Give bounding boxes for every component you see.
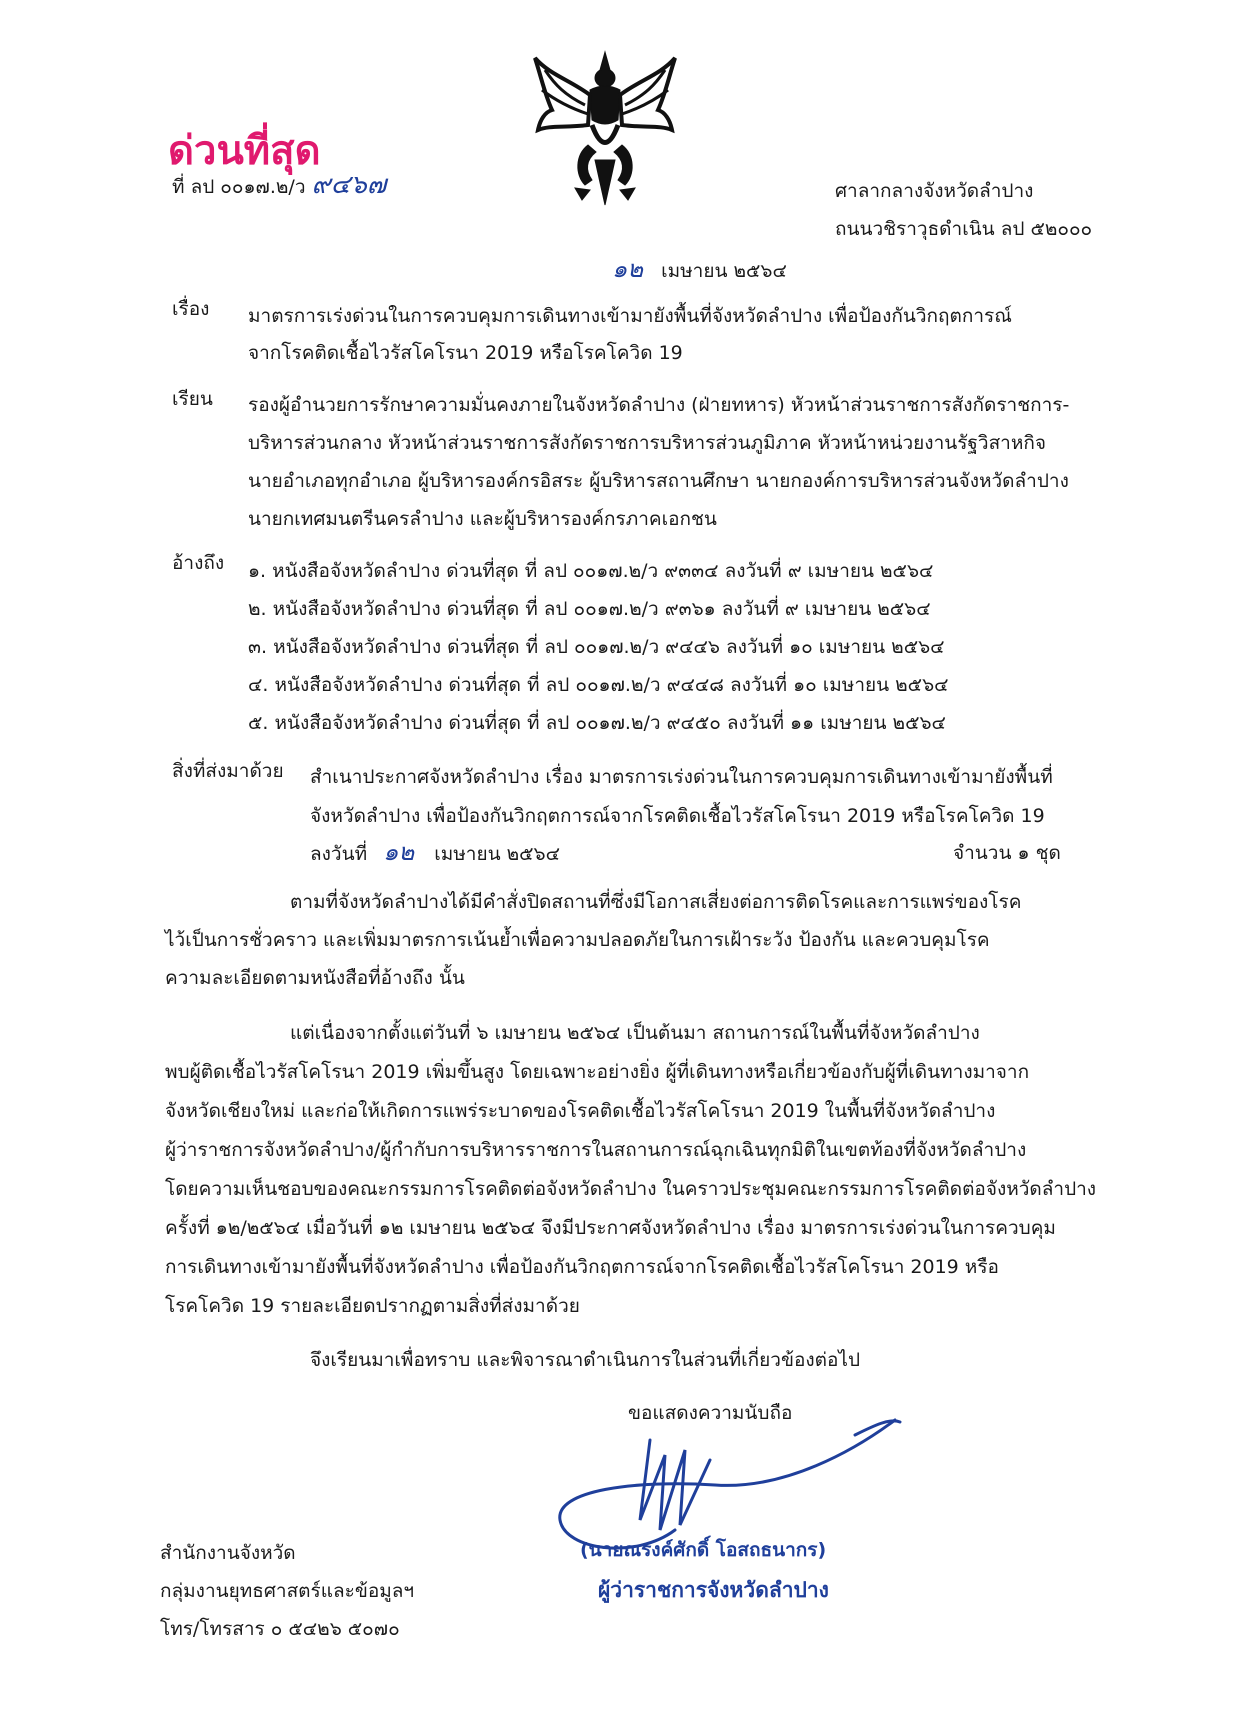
footer-office: สำนักงานจังหวัด xyxy=(160,1542,296,1564)
enclosure-date-month-year: เมษายน ๒๕๖๔ xyxy=(434,843,560,865)
closing-salutation: ขอแสดงความนับถือ xyxy=(628,1402,793,1424)
enclosure-label: สิ่งที่ส่งมาด้วย xyxy=(172,760,284,782)
signatory-name: (นายณรงค์ศักดิ์ โอสถธนากร) xyxy=(580,1539,827,1561)
enclosure-date-day: ๑๒ xyxy=(383,838,415,866)
body-paragraph-line: ตามที่จังหวัดลำปางได้มีคำสั่งปิดสถานที่ซึ่งมีโอกาสเสี่ยงต่อการติดโรคและการแพร่ของโรค xyxy=(290,891,1022,913)
reference-item: ๑. หนังสือจังหวัดลำปาง ด่วนที่สุด ที่ ลป ๐๐๑๗.๒/ว ๙๓๓๔ ลงวันที่ ๙ เมษายน ๒๕๖๔ xyxy=(248,560,934,582)
office-name: ศาลากลางจังหวัดลำปาง xyxy=(835,180,1034,202)
document-number-handwritten: ๙๔๖๗ xyxy=(311,170,387,200)
recipient-line: นายกเทศมนตรีนครลำปาง และผู้บริหารองค์กรภาคเอกชน xyxy=(248,508,717,530)
reference-item: ๕. หนังสือจังหวัดลำปาง ด่วนที่สุด ที่ ลป ๐๐๑๗.๒/ว ๙๔๕๐ ลงวันที่ ๑๑ เมษายน ๒๕๖๔ xyxy=(248,712,946,734)
body-paragraph-line: จังหวัดเชียงใหม่ และก่อให้เกิดการแพร่ระบาดของโรคติดเชื้อไวรัสโคโรนา 2019 ในพื้นที่จังหวัดลำปาง xyxy=(165,1100,996,1122)
subject-line-1: มาตรการเร่งด่วนในการควบคุมการเดินทางเข้ามายังพื้นที่จังหวัดลำปาง เพื่อป้องกันวิกฤตการณ์ xyxy=(248,305,1012,327)
footer-phone: โทร/โทรสาร ๐ ๕๔๒๖ ๕๐๗๐ xyxy=(160,1618,400,1640)
closing-paragraph: จึงเรียนมาเพื่อทราบ และพิจารณาดำเนินการในส่วนที่เกี่ยวข้องต่อไป xyxy=(310,1349,861,1371)
reference-item: ๒. หนังสือจังหวัดลำปาง ด่วนที่สุด ที่ ลป ๐๐๑๗.๒/ว ๙๓๖๑ ลงวันที่ ๙ เมษายน ๒๕๖๔ xyxy=(248,598,931,620)
document-number-prefix: ที่ ลป ๐๐๑๗.๒/ว xyxy=(172,176,306,198)
document-date-month-year: เมษายน ๒๕๖๔ xyxy=(661,260,787,282)
body-paragraph-line: แต่เนื่องจากตั้งแต่วันที่ ๖ เมษายน ๒๕๖๔ เป็นต้นมา สถานการณ์ในพื้นที่จังหวัดลำปาง xyxy=(290,1022,980,1044)
recipient-line: รองผู้อำนวยการรักษาความมั่นคงภายในจังหวัดลำปาง (ฝ่ายทหาร) หัวหน้าส่วนราชการสังกัดราชการ- xyxy=(248,394,1070,416)
enclosure-date-prefix: ลงวันที่ xyxy=(310,843,368,865)
body-paragraph-line: โดยความเห็นชอบของคณะกรรมการโรคติดต่อจังหวัดลำปาง ในคราวประชุมคณะกรรมการโรคติดต่อจังหวัดลำปาง xyxy=(165,1178,1097,1200)
reference-item: ๓. หนังสือจังหวัดลำปาง ด่วนที่สุด ที่ ลป ๐๐๑๗.๒/ว ๙๔๔๖ ลงวันที่ ๑๐ เมษายน ๒๕๖๔ xyxy=(248,636,945,658)
references-label: อ้างถึง xyxy=(172,552,225,574)
body-paragraph-line: โรคโควิด 19 รายละเอียดปรากฏตามสิ่งที่ส่งมาด้วย xyxy=(165,1295,580,1317)
body-paragraph-line: ผู้ว่าราชการจังหวัดลำปาง/ผู้กำกับการบริหารราชการในสถานการณ์ฉุกเฉินทุกมิติในเขตท้องที่จังหวัดลำปาง xyxy=(165,1139,1027,1161)
signatory-position: ผู้ว่าราชการจังหวัดลำปาง xyxy=(598,1578,829,1602)
enclosure-date xyxy=(310,838,560,867)
body-paragraph-line: การเดินทางเข้ามายังพื้นที่จังหวัดลำปาง เพื่อป้องกันวิกฤตการณ์จากโรคติดเชื้อไวรัสโคโรนา 2019 หรือ xyxy=(165,1256,999,1278)
recipient-line: บริหารส่วนกลาง หัวหน้าส่วนราชการสังกัดราชการบริหารส่วนภูมิภาค หัวหน้าหน่วยงานรัฐวิสาหกิจ xyxy=(248,432,1047,454)
recipient-label: เรียน xyxy=(172,388,213,410)
document-date-day: ๑๒ xyxy=(612,255,644,283)
subject-line-2: จากโรคติดเชื้อไวรัสโคโรนา 2019 หรือโรคโควิด 19 xyxy=(248,342,683,364)
enclosure-line-1: สำเนาประกาศจังหวัดลำปาง เรื่อง มาตรการเร่งด่วนในการควบคุมการเดินทางเข้ามายังพื้นที่ xyxy=(310,766,1053,788)
reference-item: ๔. หนังสือจังหวัดลำปาง ด่วนที่สุด ที่ ลป ๐๐๑๗.๒/ว ๙๔๔๘ ลงวันที่ ๑๐ เมษายน ๒๕๖๔ xyxy=(248,674,949,696)
document-date xyxy=(612,255,787,284)
body-paragraph-line: ครั้งที่ ๑๒/๒๕๖๔ เมื่อวันที่ ๑๒ เมษายน ๒๕๖๔ จึงมีประกาศจังหวัดลำปาง เรื่อง มาตรการเร่งด่วนในการควบคุม xyxy=(165,1217,1056,1239)
body-paragraph-line: ไว้เป็นการชั่วคราว และเพิ่มมาตรการเน้นย้ำเพื่อความปลอดภัยในการเฝ้าระวัง ป้องกัน และควบคุมโรค xyxy=(165,929,990,951)
subject-label: เรื่อง xyxy=(172,298,210,320)
body-paragraph-line: ความละเอียดตามหนังสือที่อ้างถึง นั้น xyxy=(165,967,465,989)
body-paragraph-line: พบผู้ติดเชื้อไวรัสโคโรนา 2019 เพิ่มขึ้นสูง โดยเฉพาะอย่างยิ่ง ผู้ที่เดินทางหรือเกี่ยวข้องกับผู้ที่เดินทางมาจาก xyxy=(165,1061,1030,1083)
footer-department: กลุ่มงานยุทธศาสตร์และข้อมูลฯ xyxy=(160,1580,415,1602)
recipient-line: นายอำเภอทุกอำเภอ ผู้บริหารองค์กรอิสระ ผู้บริหารสถานศึกษา นายกองค์การบริหารส่วนจังหวัดลำปาง xyxy=(248,470,1069,492)
office-address: ถนนวชิราวุธดำเนิน ลป ๕๒๐๐๐ xyxy=(835,218,1093,240)
document-number xyxy=(172,170,386,201)
urgency-stamp: ด่วนที่สุด xyxy=(168,128,321,174)
enclosure-line-2: จังหวัดลำปาง เพื่อป้องกันวิกฤตการณ์จากโรคติดเชื้อไวรัสโคโรนา 2019 หรือโรคโควิด 19 xyxy=(310,805,1045,827)
enclosure-quantity: จำนวน ๑ ชุด xyxy=(953,842,1061,864)
garuda-emblem-icon xyxy=(530,50,680,210)
